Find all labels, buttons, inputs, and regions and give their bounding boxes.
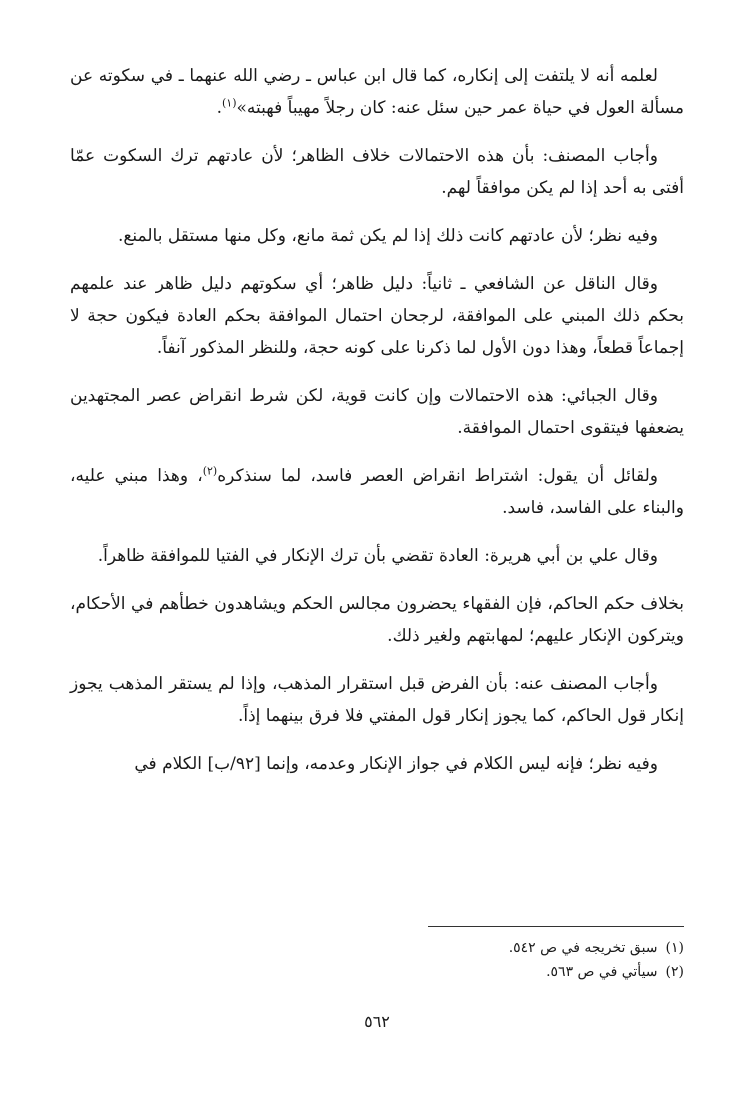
page-body [70,60,684,796]
paragraph-1: لعلمه أنه لا يلتفت إلى إنكاره، كما قال ابن عباس ـ رضي الله عنهما ـ في سكوته عن مسألة العول في حياة عمر حين سئل عنه: كان رجلاً مهيباً فهبته»$^{(١)}$. [70,66,684,118]
page-number: ٥٦٢ [364,1012,390,1031]
paragraph-7: وقال علي بن أبي هريرة: العادة تقضي بأن ترك الإنكار في الفتيا للموافقة ظاهراً. [97,546,658,566]
footnote-number: (٢) [665,964,684,980]
footnotes [70,936,684,984]
footnote-number: (١) [665,940,684,956]
paragraph-6: ولقائل أن يقول: اشتراط انقراض العصر فاسد، لما سنذكره$^{(٢)}$، وهذا مبني عليه، والبناء على الفاسد، فاسد. [70,464,684,518]
footnote-2 [70,960,684,984]
paragraph-8: بخلاف حكم الحاكم، فإن الفقهاء يحضرون مجالس الحكم ويشاهدون خطأهم في الأحكام، ويتركون الإنكار عليهم؛ لمهابتهم ولغير ذلك. [70,594,684,646]
footnote-text: سبق تخريجه في ص ٥٤٢. [508,940,658,956]
paragraph-3: وفيه نظر؛ لأن عادتهم كانت ذلك إذا لم يكن ثمة مانع، وكل منها مستقل بالمنع. [117,226,658,246]
paragraph-2: وأجاب المصنف: بأن هذه الاحتمالات خلاف الظاهر؛ لأن عادتهم ترك السكوت عمّا أفتى به أحد إذا لم يكن موافقاً لهم. [70,146,684,198]
footnote-ref-2[interactable]: (٢) [202,464,218,478]
paragraph-5: وقال الجبائي: هذه الاحتمالات وإن كانت قوية، لكن شرط انقراض عصر المجتهدين يضعفها فيتقوى احتمال الموافقة. [70,386,684,438]
footnote-divider [428,926,684,927]
paragraph-9: وأجاب المصنف عنه: بأن الفرض قبل استقرار المذهب، وإذا لم يستقر المذهب يجوز إنكار قول الحاكم، كما يجوز إنكار قول المفتي فلا فرق بينهما إذاً. [70,674,684,726]
footnote-ref-1[interactable]: (١) [222,96,237,110]
footnote-1 [70,936,684,960]
paragraph-4: وقال الناقل عن الشافعي ـ ثانياً: دليل ظاهر؛ أي سكوتهم دليل ظاهر عند علمهم بحكم ذلك المبني على الموافقة، لرجحان احتمال الموافقة بحكم العادة فيكون حجة لا إجماعاً قطعاً، وهذا دون الأول لما ذكرنا على كونه حجة، وللنظر المذكور آنفاً. [70,274,684,358]
footnote-text: سيأتي في ص ٥٦٣. [546,964,658,980]
paragraph-10: وفيه نظر؛ فإنه ليس الكلام في جواز الإنكار وعدمه، وإنما [٩٢/ب] الكلام في [134,754,658,774]
